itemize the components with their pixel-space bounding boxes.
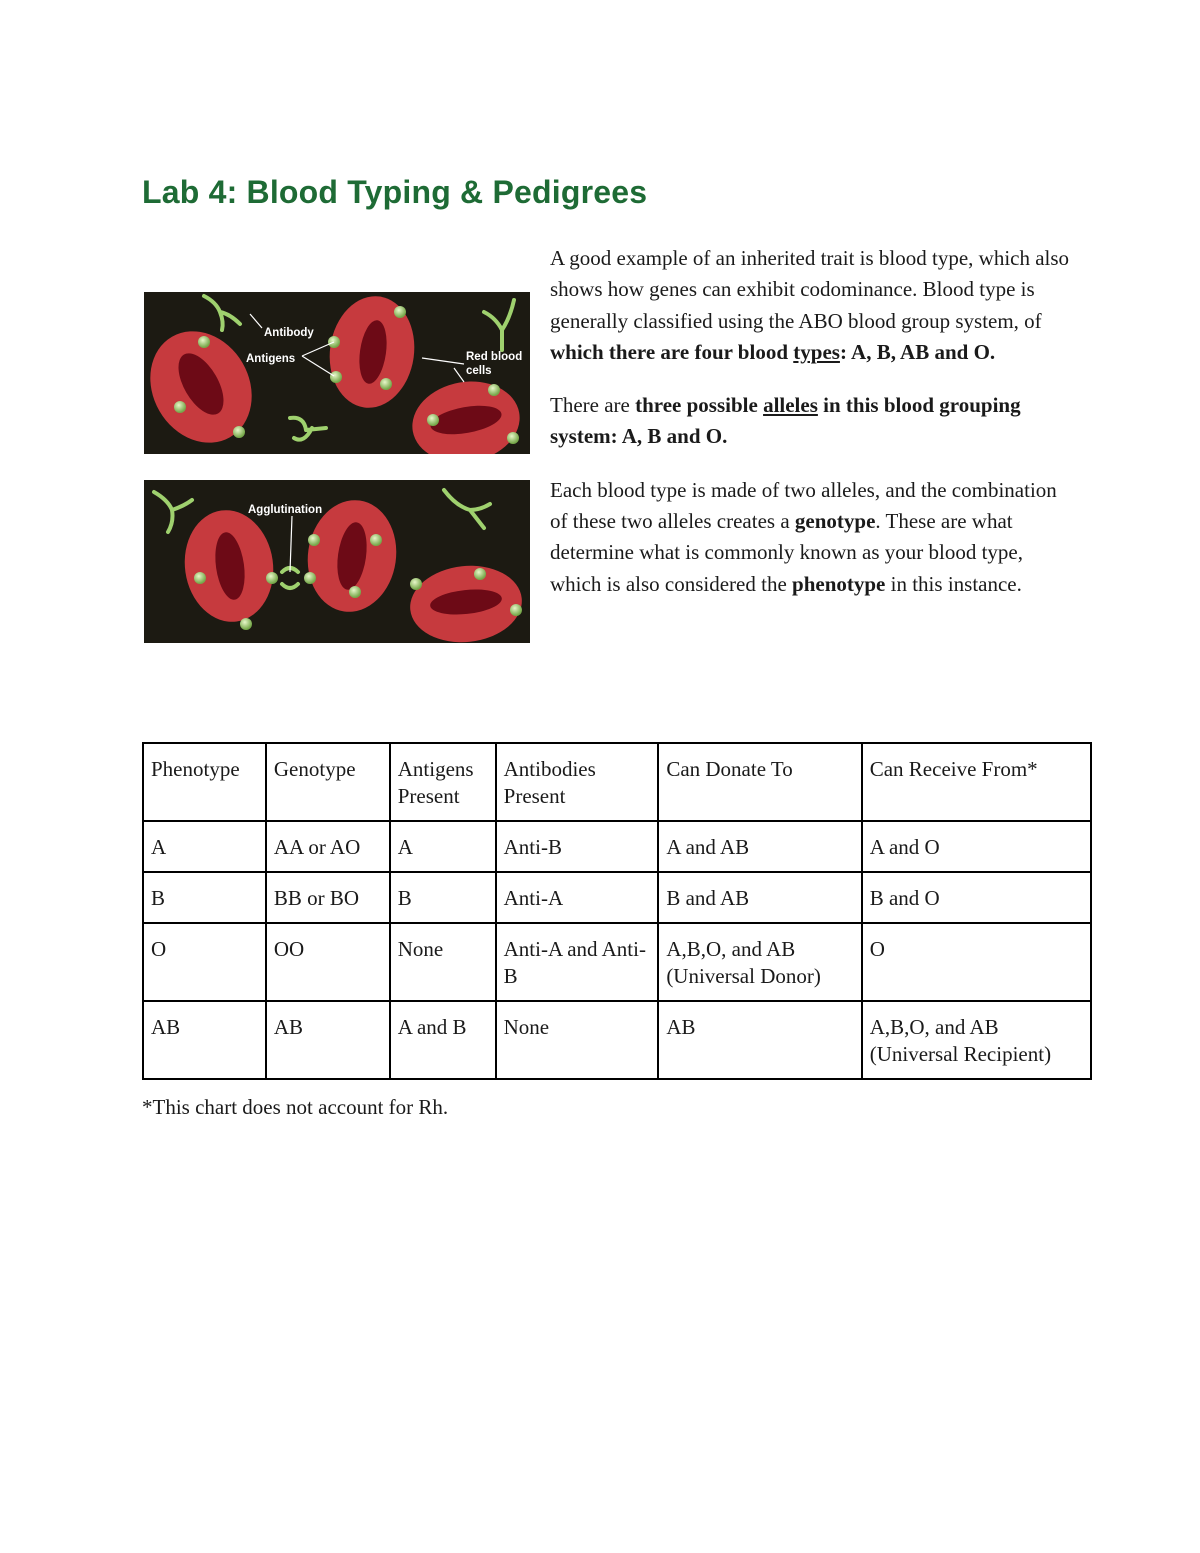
table-header-cell: Antigens Present [390, 743, 496, 821]
intro-text [550, 243, 1070, 622]
table-header-cell: Phenotype [143, 743, 266, 821]
table-cell: A,B,O, and AB (Universal Donor) [658, 923, 861, 1001]
agglutination-figure [144, 480, 530, 643]
table-header-cell: Genotype [266, 743, 390, 821]
intro-paragraph-3: Each blood type is made of two alleles, and the combination of these two alleles creates a genotype. These are what determine what is commonly known as your blood type, which is also considered the phenotype in this instance. [550, 477, 1057, 596]
table-cell: A,B,O, and AB (Universal Recipient) [862, 1001, 1091, 1079]
table-row [143, 821, 1091, 872]
table-cell: AB [143, 1001, 266, 1079]
table-cell: AB [266, 1001, 390, 1079]
page-title: Lab 4: Blood Typing & Pedigrees [142, 174, 648, 210]
table-cell: B and AB [658, 872, 861, 923]
table-cell: A and B [390, 1001, 496, 1079]
table-cell: O [143, 923, 266, 1001]
table-header-row [143, 743, 1091, 821]
table-cell: B [143, 872, 266, 923]
table-cell: Anti-A [496, 872, 659, 923]
agglutination-label: Agglutination [248, 504, 323, 516]
table-header-cell: Antibodies Present [496, 743, 659, 821]
table-cell: B and O [862, 872, 1091, 923]
table-cell: OO [266, 923, 390, 1001]
red-blood-cells-label-line1: Red blood [466, 351, 523, 363]
table-header-cell: Can Donate To [658, 743, 861, 821]
red-blood-cells-label-line2: cells [466, 365, 492, 377]
intro-paragraph-1: A good example of an inherited trait is blood type, which also shows how genes can exhibit codominance. Blood type is generally classified using the ABO blood group system, of which there are four blood types: A, B, AB and O. [550, 246, 1070, 364]
table-cell: A [390, 821, 496, 872]
table-row [143, 872, 1091, 923]
table-cell: Anti-B [496, 821, 659, 872]
table-cell: Anti-A and Anti-B [496, 923, 659, 1001]
table-cell: B [390, 872, 496, 923]
table-row [143, 1001, 1091, 1079]
intro-paragraph-2: There are three possible alleles in this blood grouping system: A, B and O. [550, 393, 1021, 449]
table-header-cell: Can Receive From* [862, 743, 1091, 821]
table-cell: A [143, 821, 266, 872]
table-cell: BB or BO [266, 872, 390, 923]
table-cell: A and AB [658, 821, 861, 872]
table-footnote: *This chart does not account for Rh. [142, 1095, 449, 1119]
blood-cells-figure [144, 292, 530, 454]
blood-type-table [142, 742, 1092, 1080]
table-cell: O [862, 923, 1091, 1001]
table-cell: AA or AO [266, 821, 390, 872]
table-cell: A and O [862, 821, 1091, 872]
table-cell: None [390, 923, 496, 1001]
table-cell: None [496, 1001, 659, 1079]
table-cell: AB [658, 1001, 861, 1079]
antigens-label: Antigens [246, 353, 296, 365]
antibody-label: Antibody [264, 327, 314, 339]
table-row [143, 923, 1091, 1001]
